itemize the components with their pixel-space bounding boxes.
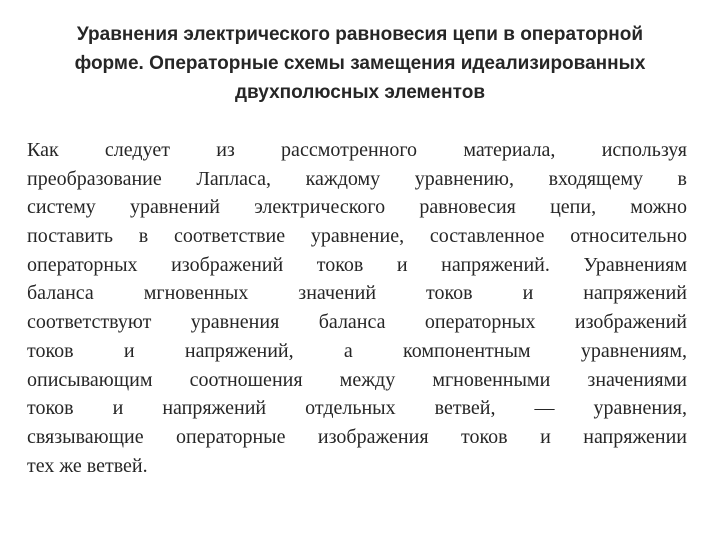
body-line: токов и напряжений, а компонентным уравнениям, bbox=[27, 339, 687, 362]
title-line: Уравнения электрического равновесия цепи в операторной bbox=[76, 24, 644, 45]
body-line: соответствуют уравнения баланса операторных изображений bbox=[27, 311, 687, 334]
body-line: тех же ветвей. bbox=[27, 454, 148, 477]
title-line: форме. Операторные схемы замещения идеализированных bbox=[74, 53, 646, 74]
title-line: двухполюсных элементов bbox=[235, 82, 485, 103]
body-line: связывающие операторные изображения токов и напряжении bbox=[27, 425, 687, 448]
body-line: систему уравнений электрического равновесия цепи, можно bbox=[27, 196, 687, 219]
body-line: операторных изображений токов и напряжений. Уравнениям bbox=[27, 253, 687, 276]
body-line: описывающим соотношения между мгновенными значениями bbox=[27, 368, 687, 391]
slide-title bbox=[30, 20, 690, 107]
body-line: Как следует из рассмотренного материала, используя bbox=[27, 139, 687, 161]
body-paragraph bbox=[27, 136, 687, 480]
body-line: преобразование Лапласа, каждому уравнению, входящему в bbox=[27, 167, 687, 190]
body-line: поставить в соответствие уравнение, составленное относительно bbox=[27, 225, 687, 248]
body-line: токов и напряжений отдельных ветвей, — уравнения, bbox=[27, 397, 687, 420]
body-line: баланса мгновенных значений токов и напряжений bbox=[27, 282, 687, 305]
